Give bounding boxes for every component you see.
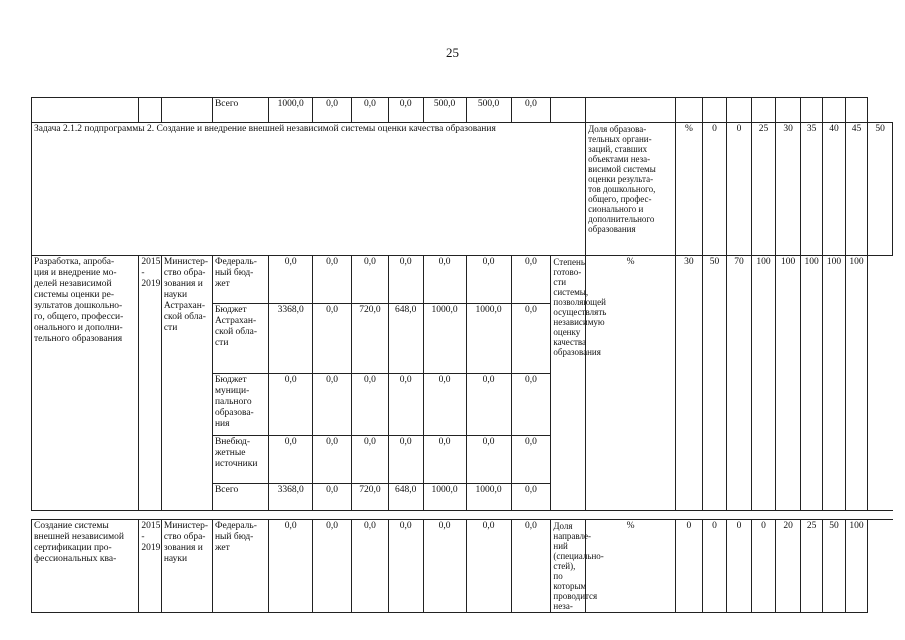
target-value: 25 xyxy=(751,123,776,256)
funding-value: 0,0 xyxy=(352,374,389,436)
funding-source-cell: Бюджет Астрахан- ской обла- сти xyxy=(212,304,268,374)
target-value: 0 xyxy=(727,520,752,613)
target-value: 100 xyxy=(751,256,776,511)
table-row xyxy=(32,520,893,613)
program-table-wrap xyxy=(31,97,893,640)
row-gap xyxy=(32,511,893,520)
funding-source-cell: Бюджет муници- пального образова- ния xyxy=(212,374,268,436)
empty-cell xyxy=(727,98,752,123)
funding-value: 1000,0 xyxy=(466,304,511,374)
funding-value: 0,0 xyxy=(352,520,389,613)
target-value: 40 xyxy=(823,123,845,256)
empty-cell xyxy=(551,98,586,123)
funding-value: 0,0 xyxy=(466,374,511,436)
funding-value: 0,0 xyxy=(511,374,551,436)
funding-value: 0,0 xyxy=(388,520,423,613)
target-value: 45 xyxy=(845,123,867,256)
empty-cell xyxy=(845,98,867,123)
funding-value: 3368,0 xyxy=(269,484,313,511)
activity-period: 2015 - 2019 xyxy=(139,520,161,613)
empty-cell xyxy=(800,98,822,123)
funding-value: 720,0 xyxy=(352,304,389,374)
funding-value: 0,0 xyxy=(388,256,423,304)
program-table xyxy=(31,97,893,613)
funding-value: 0,0 xyxy=(269,436,313,484)
funding-value: 0,0 xyxy=(313,520,352,613)
funding-value: 0,0 xyxy=(388,98,423,123)
funding-value: 0,0 xyxy=(511,256,551,304)
empty-cell xyxy=(139,98,161,123)
funding-value: 500,0 xyxy=(466,98,511,123)
funding-value: 720,0 xyxy=(352,484,389,511)
target-value: 0 xyxy=(702,520,727,613)
funding-value: 0,0 xyxy=(511,304,551,374)
target-value: 100 xyxy=(800,256,822,511)
funding-value: 0,0 xyxy=(511,98,551,123)
empty-cell xyxy=(586,98,676,123)
activity-executor: Министер- ство обра- зования и науки Астрахан- ской обла- сти xyxy=(161,256,212,511)
funding-value: 1000,0 xyxy=(423,304,466,374)
funding-value: 0,0 xyxy=(423,520,466,613)
indicator-cell: Степень готово- сти системы, позволяющей осуществлять независимую оценку качества образования xyxy=(551,256,586,511)
empty-cell xyxy=(702,98,727,123)
target-value: 100 xyxy=(845,520,867,613)
target-value: 35 xyxy=(800,123,822,256)
funding-value: 0,0 xyxy=(313,98,352,123)
empty-cell xyxy=(32,98,139,123)
target-value: 100 xyxy=(823,256,845,511)
funding-value: 0,0 xyxy=(511,436,551,484)
funding-value: 0,0 xyxy=(352,98,389,123)
funding-value: 0,0 xyxy=(313,436,352,484)
indicator-cell: Доля образова- тельных органи- заций, ставших объектами неза- висимой системы оценки результа- тов дошкольного, общего, профес- сионального и дополнительного образования xyxy=(586,123,676,256)
empty-cell xyxy=(751,98,776,123)
target-value: 30 xyxy=(776,123,801,256)
funding-value: 0,0 xyxy=(511,520,551,613)
target-value: 70 xyxy=(727,256,752,511)
funding-value: 0,0 xyxy=(423,436,466,484)
target-value: 50 xyxy=(702,256,727,511)
funding-value: 3368,0 xyxy=(269,304,313,374)
page-number: 25 xyxy=(446,45,459,60)
table-row xyxy=(32,256,893,304)
empty-cell xyxy=(161,98,212,123)
funding-value: 648,0 xyxy=(388,304,423,374)
funding-value: 0,0 xyxy=(352,256,389,304)
funding-value: 0,0 xyxy=(313,304,352,374)
funding-value: 1000,0 xyxy=(269,98,313,123)
target-value: 0 xyxy=(702,123,727,256)
funding-source-cell: Всего xyxy=(212,484,268,511)
funding-value: 648,0 xyxy=(388,484,423,511)
funding-source-cell: Всего xyxy=(212,98,268,123)
funding-value: 0,0 xyxy=(466,520,511,613)
funding-source-cell: Федераль- ный бюд- жет xyxy=(212,256,268,304)
target-value: 0 xyxy=(751,520,776,613)
empty-cell xyxy=(676,98,703,123)
funding-source-cell: Федераль- ный бюд- жет xyxy=(212,520,268,613)
activity-name: Разработка, апроба- ция и внедрение мо- делей независимой системы оценки ре- зультатов дошкольно- го, общего, професси- онального и дополни- тельного образования xyxy=(32,256,139,511)
funding-value: 500,0 xyxy=(423,98,466,123)
target-value: 0 xyxy=(676,520,703,613)
funding-value: 0,0 xyxy=(313,374,352,436)
unit-cell: % xyxy=(676,123,703,256)
funding-source-cell: Внебюд- жетные источники xyxy=(212,436,268,484)
target-value: 20 xyxy=(776,520,801,613)
target-value: 50 xyxy=(823,520,845,613)
funding-value: 0,0 xyxy=(269,256,313,304)
funding-value: 1000,0 xyxy=(423,484,466,511)
empty-cell xyxy=(823,98,845,123)
funding-value: 0,0 xyxy=(423,374,466,436)
funding-value: 0,0 xyxy=(388,436,423,484)
funding-value: 0,0 xyxy=(352,436,389,484)
funding-value: 0,0 xyxy=(313,256,352,304)
unit-cell: % xyxy=(586,520,676,613)
activity-period: 2015 - 2019 xyxy=(139,256,161,511)
table-row xyxy=(32,511,893,520)
funding-value: 0,0 xyxy=(466,436,511,484)
activity-name: Создание системы внешней независимой сертификации про- фессиональных ква- xyxy=(32,520,139,613)
funding-value: 0,0 xyxy=(388,374,423,436)
target-value: 50 xyxy=(868,123,893,256)
target-value: 100 xyxy=(776,256,801,511)
funding-value: 0,0 xyxy=(466,256,511,304)
table-row xyxy=(32,98,893,123)
funding-value: 0,0 xyxy=(269,520,313,613)
funding-value: 0,0 xyxy=(511,484,551,511)
target-value: 100 xyxy=(845,256,867,511)
funding-value: 1000,0 xyxy=(466,484,511,511)
unit-cell: % xyxy=(586,256,676,511)
target-value: 0 xyxy=(727,123,752,256)
indicator-cell: Доля направле- ний (специально- стей), по которым проводится неза- xyxy=(551,520,586,613)
funding-value: 0,0 xyxy=(269,374,313,436)
funding-value: 0,0 xyxy=(313,484,352,511)
activity-executor: Министер- ство обра- зования и науки xyxy=(161,520,212,613)
empty-cell xyxy=(776,98,801,123)
task-row xyxy=(32,123,893,256)
task-title: Задача 2.1.2 подпрограммы 2. Создание и внедрение внешней независимой системы оценки качества образования xyxy=(32,123,586,256)
funding-value: 0,0 xyxy=(423,256,466,304)
target-value: 30 xyxy=(676,256,703,511)
target-value: 25 xyxy=(800,520,822,613)
